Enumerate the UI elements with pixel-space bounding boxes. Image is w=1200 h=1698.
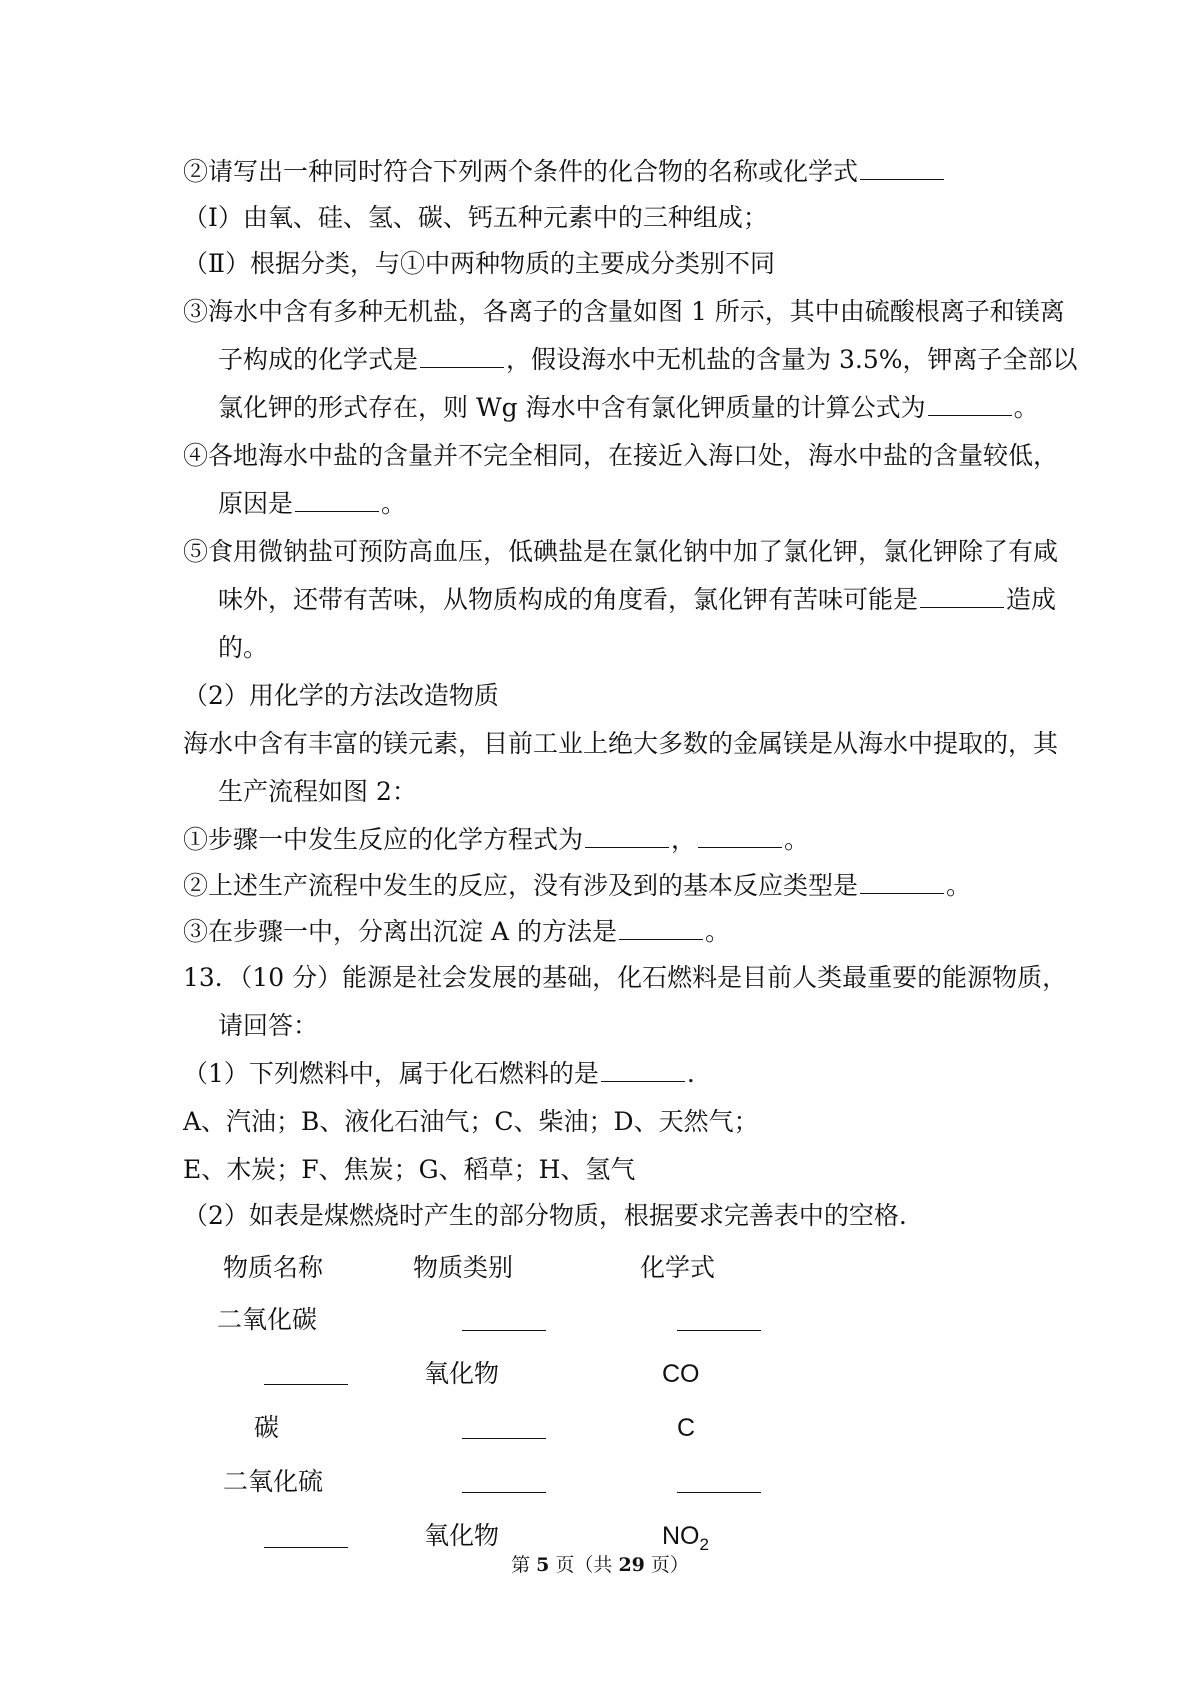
answer-blank	[420, 345, 504, 368]
text-line: 的。	[218, 633, 269, 662]
text-line: （Ⅱ）根据分类，与①中两种物质的主要成分类别不同	[183, 249, 775, 278]
answer-blank	[295, 489, 379, 512]
table-cell: 二氧化硫	[223, 1467, 324, 1496]
answer-blank	[462, 1416, 546, 1439]
text-line: 海水中含有丰富的镁元素，目前工业上绝大多数的金属镁是从海水中提取的，其	[183, 729, 1059, 758]
text-line: 子构成的化学式是 ，假设海水中无机盐的含量为 3.5%，钾离子全部以	[218, 345, 1078, 374]
table-cell: CO	[662, 1360, 700, 1388]
text-line: ③海水中含有多种无机盐，各离子的含量如图 1 所示，其中由硫酸根离子和镁离	[183, 297, 1065, 326]
page-footer: 第 5 页（共 29 页）	[511, 1554, 689, 1576]
text-line: ④各地海水中盐的含量并不完全相同，在接近入海口处，海水中盐的含量较低，	[183, 441, 1059, 470]
answer-blank	[698, 825, 782, 848]
table-cell: $NO_2$	[662, 1522, 709, 1554]
text-line: A、汽油；B、液化石油气；C、柴油；D、天然气；	[183, 1107, 759, 1136]
text-line: ①步骤一中发生反应的化学方程式为 ， 。	[183, 825, 810, 854]
text-line: 生产流程如图 2：	[218, 777, 417, 806]
answer-blank	[677, 1470, 761, 1493]
text-line: 原因是 。	[218, 489, 407, 518]
text-line: 氯化钾的形式存在，则 Wg 海水中含有氯化钾质量的计算公式为 。	[218, 393, 1039, 422]
table-cell: C	[677, 1414, 696, 1442]
table-header: 物质名称	[223, 1253, 324, 1282]
answer-blank	[928, 393, 1012, 416]
answer-blank	[462, 1470, 546, 1493]
answer-blank	[920, 585, 1004, 608]
answer-blank	[860, 157, 944, 180]
text-line: ②上述生产流程中发生的反应，没有涉及到的基本反应类型是 。	[183, 871, 972, 900]
table-header: 化学式	[640, 1253, 716, 1282]
text-line: ③在步骤一中，分离出沉淀 A 的方法是 。	[183, 917, 730, 946]
table-cell: 二氧化碳	[217, 1305, 318, 1334]
answer-blank	[462, 1308, 546, 1331]
answer-blank	[860, 871, 944, 894]
table-cell: 氧化物	[424, 1521, 500, 1550]
answer-blank	[264, 1525, 348, 1548]
text-line: ⑤食用微钠盐可预防高血压，低碘盐是在氯化钠中加了氯化钾，氯化钾除了有咸	[183, 537, 1059, 566]
table-header: 物质类别	[413, 1253, 514, 1282]
answer-blank	[619, 917, 703, 940]
text-line: （2）如表是煤燃烧时产生的部分物质，根据要求完善表中的空格.	[183, 1201, 907, 1230]
answer-blank	[585, 825, 669, 848]
text-line: （1）下列燃料中，属于化石燃料的是 .	[183, 1059, 695, 1088]
text-line: （Ⅰ）由氧、硅、氢、碳、钙五种元素中的三种组成；	[183, 203, 768, 232]
section-heading: （2）用化学的方法改造物质	[183, 681, 499, 710]
text-line: ②请写出一种同时符合下列两个条件的化合物的名称或化学式	[183, 157, 946, 187]
table-cell: 碳	[254, 1413, 280, 1442]
text-line: 味外，还带有苦味，从物质构成的角度看，氯化钾有苦味可能是 造成	[218, 585, 1057, 614]
answer-blank	[601, 1059, 685, 1082]
text-line: 请回答：	[218, 1011, 319, 1040]
text-line: E、木炭；F、焦炭；G、稻草；H、氢气	[183, 1155, 636, 1184]
question-heading: 13．（10 分）能源是社会发展的基础，化石燃料是目前人类最重要的能源物质，	[183, 963, 1068, 992]
table-cell: 氧化物	[424, 1359, 500, 1388]
answer-blank	[264, 1362, 348, 1385]
answer-blank	[677, 1308, 761, 1331]
